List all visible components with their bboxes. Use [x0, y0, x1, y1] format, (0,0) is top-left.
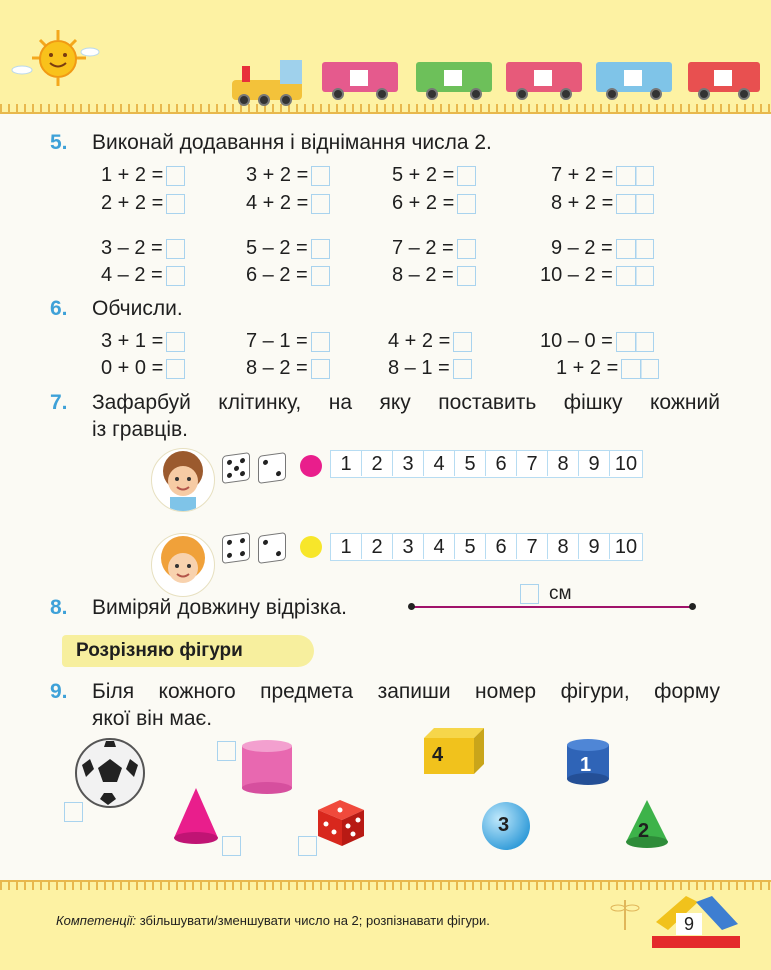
equation: 8 – 2 = [246, 357, 330, 380]
track-cell[interactable]: 6 [486, 534, 517, 559]
answer-box[interactable] [616, 194, 654, 214]
track-cell[interactable]: 6 [486, 451, 517, 476]
track-cell[interactable]: 2 [362, 534, 393, 559]
task-9-instruction-line2: якої він має. [92, 707, 213, 730]
track-cell[interactable]: 1 [331, 451, 362, 476]
yellow-token [300, 536, 322, 558]
equation: 8 – 1 = [388, 357, 472, 380]
wagon-icon [506, 62, 582, 92]
answer-box[interactable] [166, 194, 185, 214]
answer-box[interactable] [217, 741, 236, 761]
shape-number-label: 4 [432, 744, 444, 766]
track-cell[interactable]: 7 [517, 534, 548, 559]
track-cell[interactable]: 8 [548, 451, 579, 476]
shape-number-label: 1 [580, 754, 592, 776]
answer-box[interactable] [311, 239, 330, 259]
equation: 7 – 2 = [392, 237, 476, 260]
segment-endpoint [689, 603, 696, 610]
shape-number-label: 3 [498, 814, 510, 836]
equation: 8 – 2 = [392, 264, 476, 287]
dice-icon [222, 532, 250, 564]
equation: 4 – 2 = [101, 264, 185, 287]
dragonfly-icon [610, 896, 640, 932]
answer-box[interactable] [166, 332, 185, 352]
segment-endpoint [408, 603, 415, 610]
answer-box[interactable] [311, 332, 330, 352]
equation: 2 + 2 = [101, 192, 185, 215]
task-7-instruction-line2: із гравців. [92, 418, 188, 441]
track-cell[interactable]: 8 [548, 534, 579, 559]
equation: 0 + 0 = [101, 357, 185, 380]
footer-competencies: Компетенції: збільшувати/зменшувати число на 2; розпізнавати фігури. [56, 913, 490, 928]
equation: 10 – 0 = [540, 330, 654, 353]
track-cell[interactable]: 7 [517, 451, 548, 476]
answer-box[interactable] [621, 359, 659, 379]
page-number: 9 [676, 913, 702, 935]
answer-box[interactable] [166, 166, 185, 186]
equation: 8 + 2 = [551, 192, 654, 215]
answer-box[interactable] [616, 332, 654, 352]
answer-box[interactable] [457, 239, 476, 259]
sun-icon [10, 28, 100, 88]
header-ruler [0, 104, 771, 114]
wagon-icon [596, 62, 672, 92]
segment-line [412, 606, 692, 608]
magenta-token [300, 455, 322, 477]
equation: 5 + 2 = [392, 164, 476, 187]
track-cell[interactable]: 4 [424, 534, 455, 559]
answer-box[interactable] [311, 194, 330, 214]
track-cell[interactable]: 9 [579, 451, 610, 476]
locomotive-icon [232, 56, 302, 104]
task-8-instruction: Виміряй довжину відрізка. [92, 596, 347, 619]
track-cell[interactable]: 5 [455, 451, 486, 476]
answer-box[interactable] [616, 239, 654, 259]
pink-cylinder-icon [238, 738, 296, 794]
footer-ruler [0, 880, 771, 890]
dice-icon [258, 452, 286, 484]
answer-box[interactable] [616, 166, 654, 186]
track-cell[interactable]: 5 [455, 534, 486, 559]
equation: 6 + 2 = [392, 192, 476, 215]
equation: 4 + 2 = [388, 330, 472, 353]
equation: 10 – 2 = [540, 264, 654, 287]
cube-shape-icon [420, 724, 488, 776]
dice-icon [222, 452, 250, 484]
equation: 9 – 2 = [551, 237, 654, 260]
shape-number-label: 2 [638, 820, 650, 842]
soccer-ball-icon [70, 737, 150, 809]
wagon-icon [322, 62, 398, 92]
answer-box[interactable] [311, 359, 330, 379]
task-7-instruction-line1: Зафарбуй клітинку, на яку поставить фішку кожний [92, 391, 720, 414]
equation: 1 + 2 = [101, 164, 185, 187]
task-9-number: 9. [50, 680, 68, 703]
task-5-number: 5. [50, 131, 68, 154]
equation: 1 + 2 = [556, 357, 659, 380]
track-cell[interactable]: 1 [331, 534, 362, 559]
equation: 5 – 2 = [246, 237, 330, 260]
track-cell[interactable]: 3 [393, 534, 424, 559]
wagon-icon [688, 62, 760, 92]
task-7-number: 7. [50, 391, 68, 414]
equation: 4 + 2 = [246, 192, 330, 215]
wagon-icon [416, 62, 492, 92]
answer-box[interactable] [453, 359, 472, 379]
equation: 3 + 1 = [101, 330, 185, 353]
answer-box[interactable] [166, 239, 185, 259]
task-6-instruction: Обчисли. [92, 297, 183, 320]
answer-box[interactable] [64, 802, 83, 822]
number-track [330, 533, 643, 561]
track-cell[interactable]: 3 [393, 451, 424, 476]
answer-box[interactable] [166, 266, 185, 286]
answer-box[interactable] [457, 194, 476, 214]
answer-box[interactable] [222, 836, 241, 856]
track-cell[interactable]: 10 [614, 536, 638, 558]
answer-box[interactable] [311, 166, 330, 186]
pink-cone-icon [170, 786, 222, 846]
answer-box[interactable] [457, 266, 476, 286]
track-cell[interactable]: 4 [424, 451, 455, 476]
track-cell[interactable]: 9 [579, 534, 610, 559]
task-9-instruction-line1: Біля кожного предмета запиши номер фігури, форму [92, 680, 720, 703]
length-answer-box[interactable] [520, 584, 539, 604]
answer-box[interactable] [457, 166, 476, 186]
equation: 3 – 2 = [101, 237, 185, 260]
unit-label: см [549, 583, 572, 604]
number-track [330, 450, 643, 478]
answer-box[interactable] [616, 266, 654, 286]
girl-avatar [151, 533, 215, 597]
section-title: Розрізняю фігури [62, 635, 314, 667]
equation: 7 – 1 = [246, 330, 330, 353]
dice-icon [258, 532, 286, 564]
equation: 6 – 2 = [246, 264, 330, 287]
answer-box[interactable] [166, 359, 185, 379]
track-cell[interactable]: 10 [614, 453, 638, 475]
boy-avatar [151, 448, 215, 512]
equation: 3 + 2 = [246, 164, 330, 187]
track-cell[interactable]: 2 [362, 451, 393, 476]
task-5-instruction: Виконай додавання і віднімання числа 2. [92, 131, 492, 154]
task-6-number: 6. [50, 297, 68, 320]
answer-box[interactable] [453, 332, 472, 352]
red-dice-icon [310, 794, 370, 850]
equation: 7 + 2 = [551, 164, 654, 187]
answer-box[interactable] [311, 266, 330, 286]
task-8-number: 8. [50, 596, 68, 619]
